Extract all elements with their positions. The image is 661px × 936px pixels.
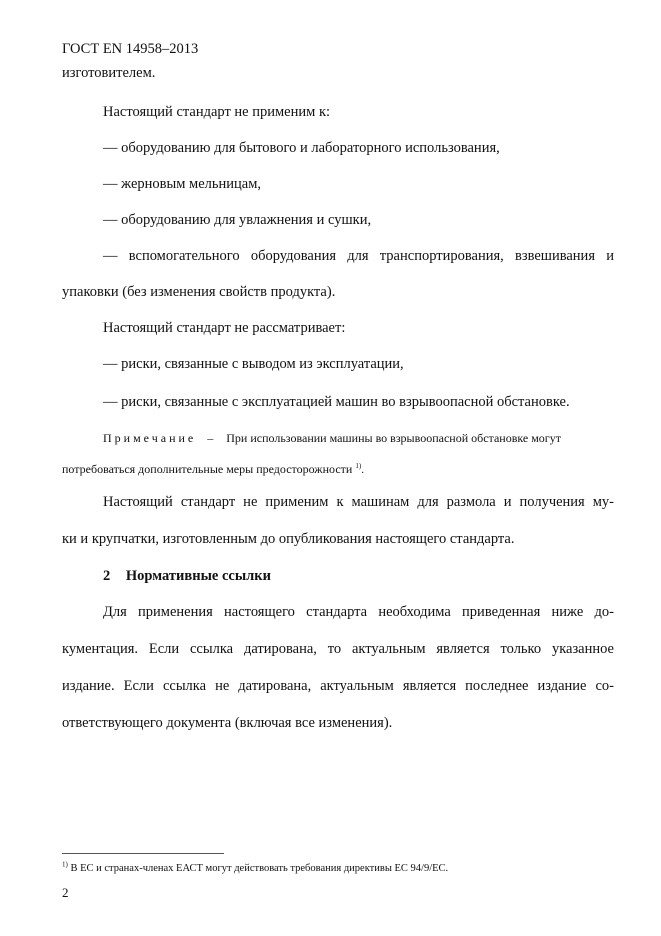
footnote-marker: 1) — [62, 860, 68, 869]
list-item: — оборудованию для бытового и лабораторного использования, — [103, 140, 500, 156]
note-period: . — [361, 462, 365, 476]
paragraph-line: ответствующего документа (включая все изменения). — [62, 715, 393, 731]
footnote-divider — [62, 853, 224, 854]
footnote-text: В ЕС и странах-членах ЕАСТ могут действовать требования директивы ЕС 94/9/ЕС. — [67, 863, 449, 874]
paragraph-line: ки и крупчатки, изготовленным до опубликования настоящего стандарта. — [62, 531, 515, 547]
note-label: Примечание — [103, 431, 197, 445]
page-number: 2 — [62, 885, 69, 900]
paragraph-line: Настоящий стандарт не применим к машинам для размола и получения му- — [103, 494, 614, 510]
note-text: При использовании машины во взрывоопасной обстановке могут — [226, 431, 561, 445]
list-item-continuation: упаковки (без изменения свойств продукта). — [62, 284, 336, 300]
note-line — [103, 429, 561, 447]
list-item: — вспомогательного оборудования для транспортирования, взвешивания и — [103, 248, 614, 264]
list-item: — оборудованию для увлажнения и сушки, — [103, 212, 372, 228]
paragraph-line: Для применения настоящего стандарта необходима приведенная ниже до- — [103, 604, 614, 620]
paragraph-intro: Настоящий стандарт не применим к: — [103, 104, 331, 120]
section-title: Нормативные ссылки — [125, 568, 271, 584]
note-dash: – — [207, 431, 214, 445]
text-line: изготовителем. — [62, 65, 156, 81]
list-item: — жерновым мельницам, — [103, 176, 262, 192]
paragraph-line: издание. Если ссылка не датирована, актуальным является последнее издание со- — [62, 678, 614, 694]
footnote-reference: 1) — [355, 462, 362, 470]
note-text: потребоваться дополнительные меры предосторожности — [62, 462, 353, 476]
paragraph-intro: Настоящий стандарт не рассматривает: — [103, 320, 346, 336]
section-number: 2 — [103, 568, 111, 584]
paragraph-line: кументация. Если ссылка датирована, то актуальным является только указанное — [62, 641, 614, 657]
note-line — [62, 460, 364, 478]
footnote — [62, 860, 448, 878]
page-header: ГОСТ EN 14958–2013 — [62, 41, 199, 57]
list-item: — риски, связанные с выводом из эксплуатации, — [103, 356, 404, 372]
section-heading — [103, 567, 271, 585]
list-item: — риски, связанные с эксплуатацией машин во взрывоопасной обстановке. — [103, 394, 570, 410]
